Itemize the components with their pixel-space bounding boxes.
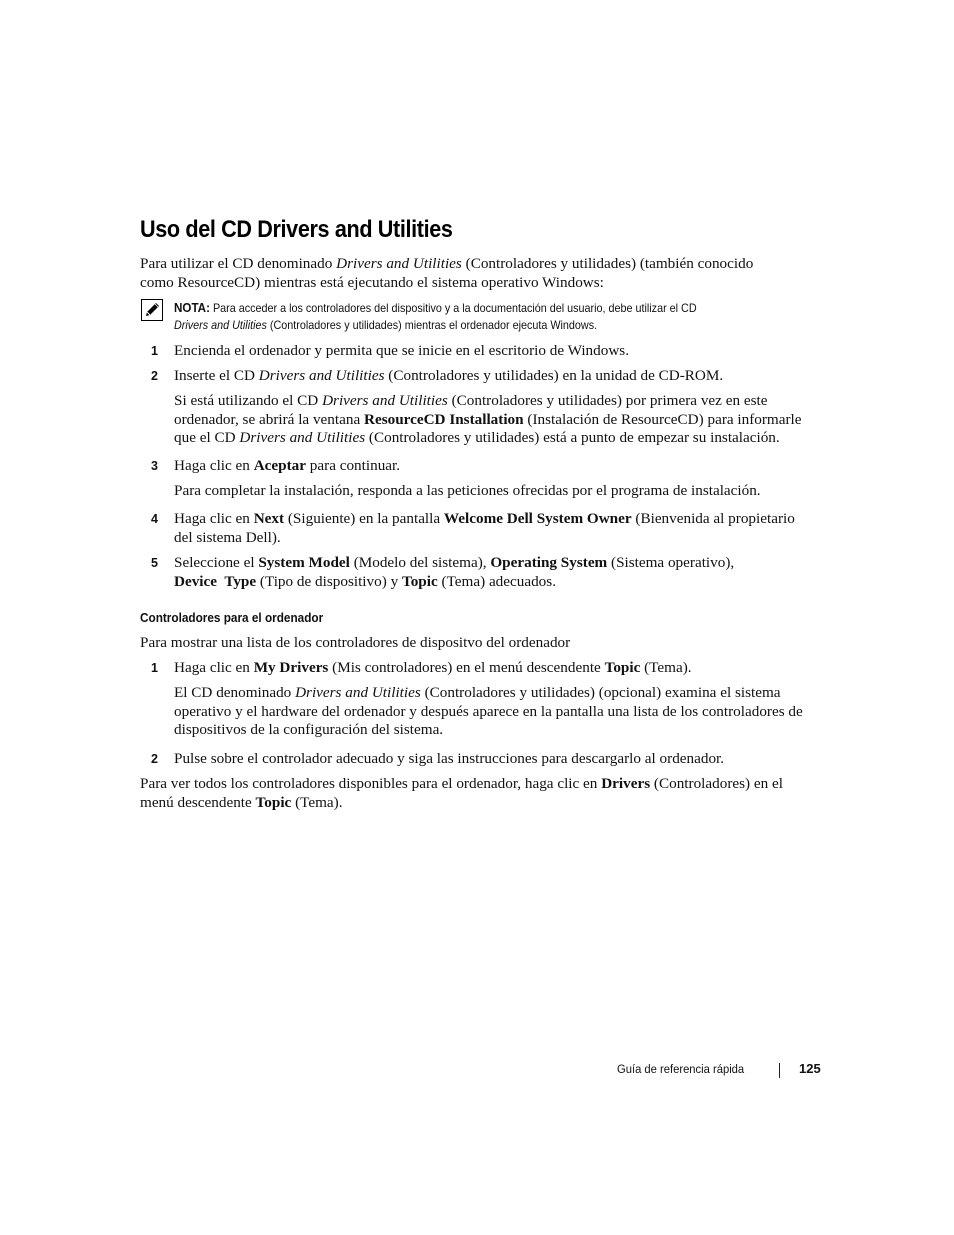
step-bold: Topic bbox=[604, 659, 641, 676]
closing-text: menú descendente bbox=[140, 793, 256, 811]
detail-bold: ResourceCD Installation bbox=[363, 410, 524, 428]
footer-guide-label: Guía de referencia rápida bbox=[617, 1062, 745, 1076]
detail-text: (Instalación de ResourceCD) para informarle bbox=[523, 410, 802, 428]
note-block bbox=[174, 300, 769, 334]
detail-text: El CD denominado bbox=[174, 684, 296, 701]
step-number: 4 bbox=[151, 512, 158, 526]
detail-text: operativo y el hardware del ordenador y después aparece en la pantalla una lista de los controladores de bbox=[174, 702, 803, 720]
detail-text: (Controladores y utilidades) está a punto de empezar su instalación. bbox=[365, 429, 780, 447]
step-bold: My Drivers bbox=[253, 659, 329, 676]
step-bold: Topic bbox=[401, 572, 438, 590]
step-text-part: (Tipo de dispositivo) y bbox=[256, 572, 402, 590]
step-text bbox=[174, 457, 820, 476]
step-italic: Drivers and Utilities bbox=[258, 367, 385, 384]
note-label: NOTA: bbox=[174, 301, 210, 315]
detail-text: (Controladores y utilidades) (opcional) examina el sistema bbox=[420, 684, 781, 701]
section-intro: Para mostrar una lista de los controladores de dispositvo del ordenador bbox=[140, 634, 571, 651]
pencil-note-icon bbox=[141, 299, 163, 321]
step-number: 1 bbox=[151, 661, 158, 675]
page-title: Uso del CD Drivers and Utilities bbox=[140, 216, 453, 243]
closing-bold: Drivers bbox=[601, 775, 651, 792]
step-text bbox=[174, 659, 820, 678]
intro-text: Para utilizar el CD denominado bbox=[140, 255, 337, 272]
step-text-part: Inserte el CD bbox=[174, 367, 259, 384]
step-number: 2 bbox=[151, 369, 158, 383]
step-text-part: (Mis controladores) en el menú descendente bbox=[328, 659, 605, 676]
detail-text: (Controladores y utilidades) por primera vez en este bbox=[447, 392, 768, 409]
step-bold: Device Type bbox=[174, 572, 257, 590]
step-text-part: (Sistema operativo), bbox=[607, 554, 735, 571]
closing-text: (Controladores) en el bbox=[650, 775, 783, 792]
step-text-part: del sistema Dell). bbox=[174, 528, 281, 546]
step-text-part: para continuar. bbox=[306, 457, 401, 474]
intro-line-2: como ResourceCD) mientras está ejecutando el sistema operativo Windows: bbox=[140, 273, 604, 291]
s2-step-1-detail bbox=[174, 684, 820, 740]
footer-separator bbox=[779, 1063, 780, 1078]
step-bold: Aceptar bbox=[253, 457, 306, 474]
note-line-1: Para acceder a los controladores del dispositivo y a la documentación del usuario, debe utilizar el CD bbox=[209, 302, 697, 315]
step-text-part: (Siguiente) en la pantalla bbox=[284, 510, 444, 527]
step-text-part: Haga clic en bbox=[174, 510, 254, 527]
step-text: Encienda el ordenador y permita que se inicie en el escritorio de Windows. bbox=[174, 342, 629, 359]
intro-paragraph bbox=[140, 255, 820, 292]
intro-text-rest: (Controladores y utilidades) (también conocido bbox=[461, 255, 754, 272]
step-bold: Operating System bbox=[490, 554, 608, 571]
step-text-part: (Controladores y utilidades) en la unidad de CD-ROM. bbox=[384, 367, 724, 384]
step-2-detail bbox=[174, 392, 820, 448]
step-number: 1 bbox=[151, 344, 158, 358]
detail-italic: Drivers and Utilities bbox=[239, 429, 366, 447]
step-bold: Next bbox=[253, 510, 285, 527]
step-text-part: (Tema) adecuados. bbox=[437, 572, 556, 590]
intro-italic: Drivers and Utilities bbox=[336, 255, 462, 272]
step-text-part: (Bienvenida al propietario bbox=[631, 510, 795, 527]
section-subheading: Controladores para el ordenador bbox=[140, 610, 324, 625]
step-number: 2 bbox=[151, 752, 158, 766]
detail-text: que el CD bbox=[174, 429, 240, 447]
step-3-detail: Para completar la instalación, responda a las peticiones ofrecidas por el programa de instalación. bbox=[174, 482, 761, 499]
step-text-part: (Modelo del sistema), bbox=[349, 554, 491, 571]
closing-text: Para ver todos los controladores disponibles para el ordenador, haga clic en bbox=[140, 775, 602, 792]
detail-text: ordenador, se abrirá la ventana bbox=[174, 410, 364, 428]
note-line-2: (Controladores y utilidades) mientras el ordenador ejecuta Windows. bbox=[266, 319, 598, 332]
step-text-part: Seleccione el bbox=[174, 554, 259, 571]
step-text-part: (Tema). bbox=[640, 659, 692, 676]
closing-text: (Tema). bbox=[291, 793, 343, 811]
step-bold: System Model bbox=[258, 554, 350, 571]
step-text-part: Haga clic en bbox=[174, 659, 254, 676]
step-text bbox=[174, 367, 820, 386]
step-text-part: Haga clic en bbox=[174, 457, 254, 474]
step-bold: Welcome Dell System Owner bbox=[443, 510, 632, 527]
closing-paragraph bbox=[140, 775, 820, 812]
detail-text: dispositivos de la configuración del sistema. bbox=[174, 721, 444, 739]
closing-bold: Topic bbox=[255, 793, 292, 811]
step-number: 5 bbox=[151, 556, 158, 570]
page-number: 125 bbox=[799, 1061, 821, 1076]
note-italic: Drivers and Utilities bbox=[174, 319, 267, 332]
step-text bbox=[174, 554, 820, 591]
step-text bbox=[174, 510, 820, 547]
step-number: 3 bbox=[151, 459, 158, 473]
detail-italic: Drivers and Utilities bbox=[322, 392, 448, 409]
step-text: Pulse sobre el controlador adecuado y siga las instrucciones para descargarlo al ordenador. bbox=[174, 750, 725, 767]
detail-italic: Drivers and Utilities bbox=[295, 684, 421, 701]
detail-text: Si está utilizando el CD bbox=[174, 392, 323, 409]
